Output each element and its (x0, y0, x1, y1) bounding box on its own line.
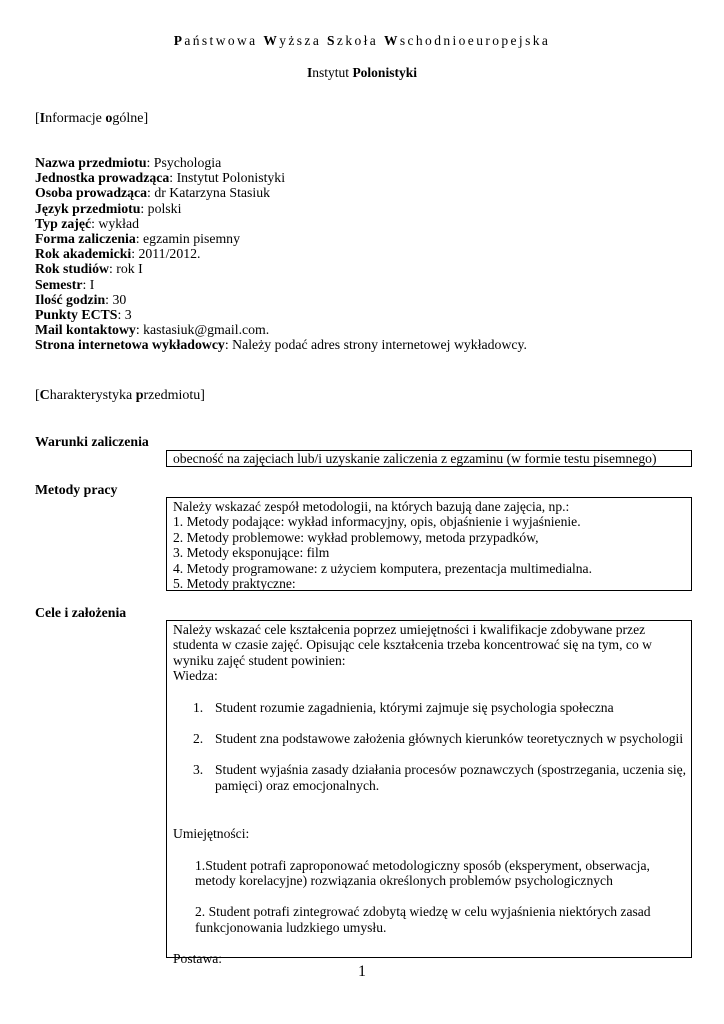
info-row-hours: Ilość godzin: 30 (35, 291, 127, 307)
wiedza-item-1: 1. Student rozumie zagadnienia, którymi zajmuje się psychologia społeczna (193, 699, 614, 715)
metody-line: 4. Metody programowane: z użyciem komputera, prezentacja multimedialna. (173, 560, 592, 576)
info-row-lecturer: Osoba prowadząca: dr Katarzyna Stasiuk (35, 185, 271, 201)
cele-label: Cele i założenia (35, 605, 127, 620)
info-row-language: Język przedmiotu: polski (35, 200, 182, 216)
wiedza-item-3: 3. Student wyjaśnia zasady działania procesów poznawczych (spostrzegania, uczenia się, pamięci) oraz emocjonalnych. (193, 762, 687, 793)
metody-line: 3. Metody eksponujące: film (173, 545, 330, 561)
info-row-email: Mail kontaktowy: kastasiuk@gmail.com. (35, 322, 270, 338)
info-row-study-year: Rok studiów: rok I (35, 261, 143, 277)
info-row-academic-year: Rok akademicki: 2011/2012. (35, 246, 201, 262)
wiedza-label: Wiedza: (173, 668, 218, 684)
page-number: 1 (358, 963, 366, 980)
cele-intro-line: wyniku zajęć student powinien: (173, 652, 346, 668)
section-characteristics-heading: [Charakterystyka przedmiotu] (35, 388, 205, 403)
postawa-label: Postawa: (173, 951, 223, 967)
info-row-ects: Punkty ECTS: 3 (35, 307, 132, 323)
metody-label: Metody pracy (35, 482, 118, 497)
wiedza-list (173, 700, 685, 794)
wiedza-item-2: 2. Student zna podstawowe założenia głównych kierunków teoretycznych w psychologii (193, 731, 684, 747)
warunki-label: Warunki zaliczenia (35, 434, 149, 449)
metody-line: 5. Metody praktyczne: (173, 576, 296, 592)
umiejetnosci-item-2: 2. Student potrafi zintegrować zdobytą wiedzę w celu wyjaśnienia niektórych zasad funkcjonowania ludzkiego umysłu. (195, 904, 651, 935)
warunki-box (166, 450, 692, 467)
info-row-type: Typ zajęć: wykład (35, 215, 139, 231)
cele-box (166, 620, 692, 967)
metody-line: Należy wskazać zespół metodologii, na których bazują dane zajęcia, np.: (173, 499, 570, 514)
warunki-text: obecność na zajęciach lub/i uzyskanie zaliczenia z egzaminu (w formie testu pisemnego) (173, 451, 657, 466)
cele-intro-line: studenta w czasie zajęć. Opisując cele kształcenia trzeba koncentrować się na tym, co w (173, 637, 652, 653)
info-row-assessment: Forma zaliczenia: egzamin pisemny (35, 231, 240, 247)
course-info-list (35, 155, 527, 353)
metody-line: 1. Metody podające: wykład informacyjny, opis, objaśnienie i wyjaśnienie. (173, 514, 581, 530)
section-general-heading: [Informacje ogólne] (35, 111, 149, 126)
institute-name: Instytut Polonistyki (307, 65, 417, 80)
metody-line: 2. Metody problemowe: wykład problemowy, metoda przypadków, (173, 529, 539, 545)
umiejetnosci-item-1: 1.Student potrafi zaproponować metodologiczny sposób (eksperyment, obserwacja, metody korelacyjne) rozwiązania określonych problemów psychologicznych (195, 857, 650, 889)
institution-name: Państwowa Wyższa Szkoła Wschodnioeuropejska (173, 33, 551, 48)
info-row-unit: Jednostka prowadząca: Instytut Polonistyki (35, 170, 286, 186)
info-row-website: Strona internetowa wykładowcy: Należy podać adres strony internetowej wykładowcy. (35, 337, 527, 353)
umiejetnosci-label: Umiejętności: (173, 826, 250, 842)
cele-intro-line: Należy wskazać cele kształcenia poprzez umiejętności i kwalifikacje zdobywane przez (173, 622, 646, 637)
info-row-semester: Semestr: I (35, 276, 95, 292)
metody-box (166, 497, 692, 591)
info-row-name: Nazwa przedmiotu: Psychologia (35, 155, 222, 170)
